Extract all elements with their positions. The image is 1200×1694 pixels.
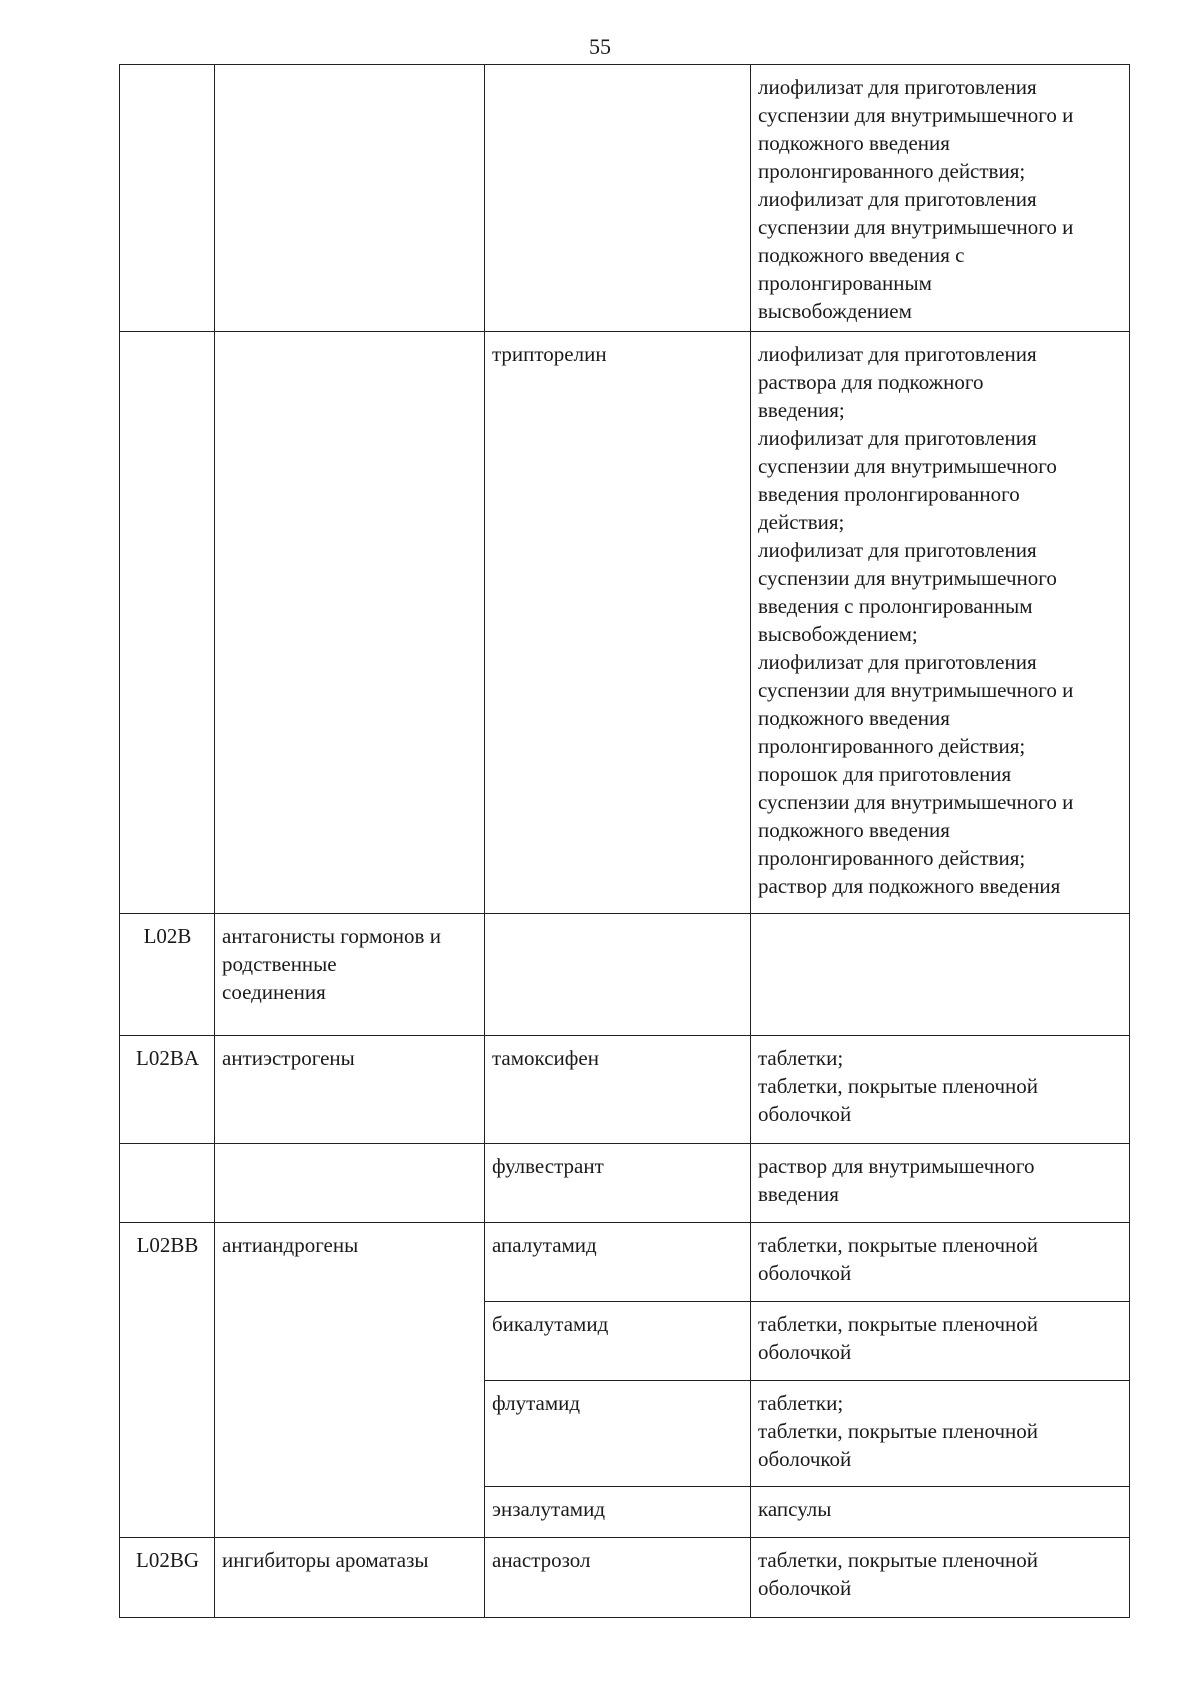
- dosage-form-line: суспензии для внутримышечного и: [758, 103, 1074, 127]
- drug-table: [119, 64, 1130, 1618]
- forms-cell: [751, 1223, 1130, 1302]
- dosage-form-line: таблетки, покрытые пленочной: [758, 1233, 1039, 1257]
- drug-cell: фулвестрант: [485, 1144, 751, 1223]
- forms-cell: [751, 914, 1130, 1036]
- dosage-form-line: раствор для внутримышечного: [758, 1154, 1035, 1178]
- table-row: [120, 1487, 1130, 1538]
- dosage-form-line: оболочкой: [758, 1261, 852, 1285]
- dosage-form-line: суспензии для внутримышечного: [758, 454, 1057, 478]
- dosage-form-line: таблетки, покрытые пленочной: [758, 1312, 1039, 1336]
- dosage-form-line: лиофилизат для приготовления: [758, 426, 1037, 450]
- group-name-line: ингибиторы ароматазы: [222, 1548, 429, 1572]
- dosage-form-line: подкожного введения с: [758, 243, 965, 267]
- dosage-form-line: действия;: [758, 510, 845, 534]
- group-cell: [215, 65, 485, 332]
- atc-code-cell: [120, 1144, 215, 1223]
- dosage-form-line: суспензии для внутримышечного и: [758, 678, 1074, 702]
- dosage-form-line: лиофилизат для приготовления: [758, 650, 1037, 674]
- atc-code-cell: L02BA: [120, 1036, 215, 1144]
- table-row: [120, 332, 1130, 914]
- drug-cell: [485, 914, 751, 1036]
- group-name-line: антиандрогены: [222, 1233, 359, 1257]
- dosage-form-line: капсулы: [758, 1497, 832, 1521]
- dosage-form-line: оболочкой: [758, 1447, 852, 1471]
- drug-cell: анастрозол: [485, 1538, 751, 1618]
- group-name-line: соединения: [222, 980, 326, 1004]
- dosage-form-line: таблетки, покрытые пленочной: [758, 1074, 1039, 1098]
- forms-cell: [751, 1144, 1130, 1223]
- dosage-form-line: пролонгированного действия;: [758, 159, 1026, 183]
- group-cell: [215, 1381, 485, 1487]
- dosage-form-line: оболочкой: [758, 1340, 852, 1364]
- dosage-form-line: введения пролонгированного: [758, 482, 1020, 506]
- dosage-form-line: высвобождением;: [758, 622, 918, 646]
- dosage-form-line: введения: [758, 1182, 839, 1206]
- group-cell: [215, 1538, 485, 1618]
- drug-cell: апалутамид: [485, 1223, 751, 1302]
- table-row: [120, 1381, 1130, 1487]
- page-number: 55: [589, 34, 611, 59]
- table-row: [120, 1538, 1130, 1618]
- dosage-form-line: подкожного введения: [758, 131, 950, 155]
- dosage-form-line: раствора для подкожного: [758, 370, 984, 394]
- group-name-line: антиэстрогены: [222, 1046, 355, 1070]
- dosage-form-line: введения;: [758, 398, 845, 422]
- atc-code-cell: L02BB: [120, 1223, 215, 1302]
- group-cell: [215, 914, 485, 1036]
- group-cell: [215, 1223, 485, 1302]
- group-cell: [215, 1144, 485, 1223]
- group-cell: [215, 1487, 485, 1538]
- dosage-form-line: введения с пролонгированным: [758, 594, 1033, 618]
- dosage-form-line: оболочкой: [758, 1576, 852, 1600]
- atc-code-cell: [120, 1487, 215, 1538]
- dosage-form-line: раствор для подкожного введения: [758, 874, 1061, 898]
- drug-cell: трипторелин: [485, 332, 751, 914]
- dosage-form-line: лиофилизат для приготовления: [758, 187, 1037, 211]
- group-name-line: антагонисты гормонов и: [222, 924, 441, 948]
- dosage-form-line: таблетки;: [758, 1391, 844, 1415]
- dosage-form-line: таблетки;: [758, 1046, 844, 1070]
- group-cell: [215, 1302, 485, 1381]
- table-row: [120, 1223, 1130, 1302]
- drug-cell: бикалутамид: [485, 1302, 751, 1381]
- dosage-form-line: лиофилизат для приготовления: [758, 538, 1037, 562]
- dosage-form-line: пролонгированного действия;: [758, 846, 1026, 870]
- table-row: [120, 65, 1130, 332]
- forms-cell: [751, 1538, 1130, 1618]
- table-row: [120, 1036, 1130, 1144]
- table-row: [120, 1144, 1130, 1223]
- group-name-line: родственные: [222, 952, 337, 976]
- dosage-form-line: суспензии для внутримышечного: [758, 566, 1057, 590]
- forms-cell: [751, 1036, 1130, 1144]
- group-cell: [215, 1036, 485, 1144]
- dosage-form-line: суспензии для внутримышечного и: [758, 215, 1074, 239]
- dosage-form-line: лиофилизат для приготовления: [758, 75, 1037, 99]
- atc-code-cell: L02BG: [120, 1538, 215, 1618]
- dosage-form-line: пролонгированного действия;: [758, 734, 1026, 758]
- dosage-form-line: суспензии для внутримышечного и: [758, 790, 1074, 814]
- forms-cell: [751, 332, 1130, 914]
- dosage-form-line: пролонгированным: [758, 271, 932, 295]
- forms-cell: [751, 1487, 1130, 1538]
- table-row: [120, 1302, 1130, 1381]
- dosage-form-line: лиофилизат для приготовления: [758, 342, 1037, 366]
- atc-code-cell: L02B: [120, 914, 215, 1036]
- atc-code-cell: [120, 65, 215, 332]
- drug-cell: флутамид: [485, 1381, 751, 1487]
- dosage-form-line: таблетки, покрытые пленочной: [758, 1419, 1039, 1443]
- atc-code-cell: [120, 332, 215, 914]
- atc-code-cell: [120, 1381, 215, 1487]
- dosage-form-line: порошок для приготовления: [758, 762, 1012, 786]
- dosage-form-line: оболочкой: [758, 1102, 852, 1126]
- dosage-form-line: подкожного введения: [758, 706, 950, 730]
- dosage-form-line: подкожного введения: [758, 818, 950, 842]
- group-cell: [215, 332, 485, 914]
- dosage-form-line: таблетки, покрытые пленочной: [758, 1548, 1039, 1572]
- atc-code-cell: [120, 1302, 215, 1381]
- forms-cell: [751, 65, 1130, 332]
- table-row: [120, 914, 1130, 1036]
- dosage-form-line: высвобождением: [758, 299, 912, 323]
- drug-cell: энзалутамид: [485, 1487, 751, 1538]
- forms-cell: [751, 1381, 1130, 1487]
- drug-cell: [485, 65, 751, 332]
- forms-cell: [751, 1302, 1130, 1381]
- drug-cell: тамоксифен: [485, 1036, 751, 1144]
